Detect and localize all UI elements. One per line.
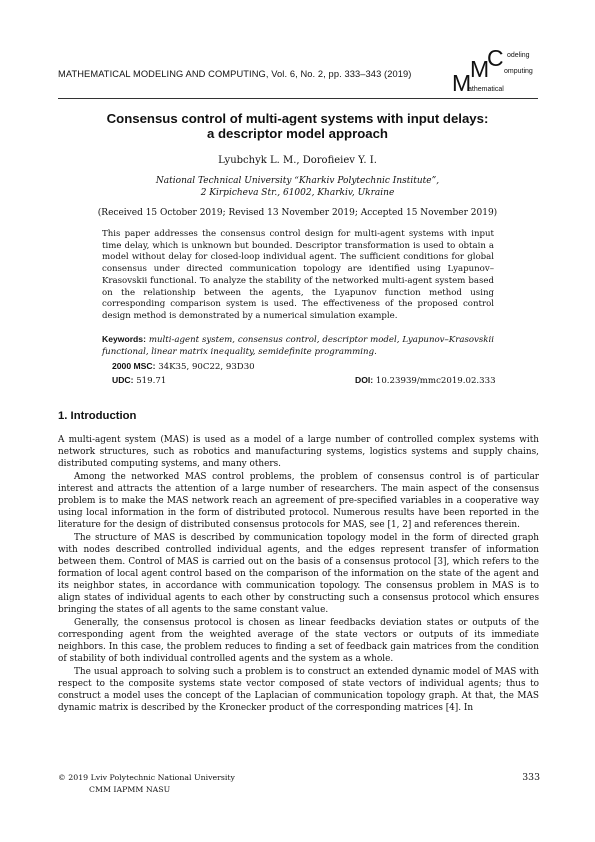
paragraph: Generally, the consensus protocol is chosen as linear feedbacks deviation states or outputs of the corresponding agent from the weighted average of the state vectors or outputs of its immediate neighbors. In this case, the problem reduces to finding a set of feedback gain matrices from the condition of stability of both individual controlled agents and the system as a whole. [58,618,539,664]
paper-title [40,111,555,141]
title-line-2: a descriptor model approach [206,126,388,141]
logo-letter-c: C [487,45,504,71]
paragraph: The structure of MAS is described by communication topology model in the form of directed graph with nodes described controlled individual agents, and the edges represent transfer of information between them. Control of MAS is carried out on the basis of a consensus protocol [3], which refers to the formation of local agent control based on the comparison of the information on the state of the agent and its neighbor states, in accordance with communication topology. The consensus problem in MAS is to align states of individual agents to each other by constructing such a consensus protocol which ensures bringing the states of all agents to the same constant value. [58,533,539,615]
keywords [102,334,494,358]
footer-copyright: © 2019 Lviv Polytechnic National University [58,773,235,782]
msc-label: 2000 MSC: [112,361,156,371]
doi-line[interactable] [355,375,496,386]
affiliation-line-1: National Technical University “Kharkiv Polytechnic Institute”, [155,176,440,186]
affiliation [40,175,555,199]
udc-label: UDC: [112,375,134,385]
affiliation-line-2: 2 Kirpicheva Str., 61002, Kharkiv, Ukraine [200,188,395,198]
section-heading: 1. Introduction [58,410,137,422]
udc-value: 519.71 [136,376,167,386]
footer-publisher: CMM IAPMM NASU [89,785,171,794]
title-line-1: Consensus control of multi-agent systems with input delays: [106,111,489,126]
section-body [58,434,539,715]
msc-value: 34K35, 90C22, 93D30 [158,362,255,372]
paragraph: A multi-agent system (MAS) is used as a model of a large number of controlled complex systems with network structures, such as robotics and manufacturing systems, logistics systems and supply chains, distributed computing systems, and many others. [58,435,539,469]
logo-text-bot: athematical [468,86,504,93]
msc-line [112,361,255,372]
paragraph: Among the networked MAS control problems, the problem of consensus control is of particular interest and attracts the attention of a large number of researchers. The main aspect of the consensus problem is to make the MAS network reach an agreement of pre-specified variables in a cooperative way using local information in the form of distributed protocol. Numerous results have been reported in the literature for the design of distributed consensus protocols for MAS, see [1, 2] and references therein. [58,472,539,530]
udc-line [112,375,166,386]
journal-logo [452,44,542,100]
logo-text-top: odeling [507,52,530,59]
received-dates: (Received 15 October 2019; Revised 13 November 2019; Accepted 15 November 2019) [97,208,498,218]
logo-text-mid: omputing [504,68,533,75]
keywords-value: multi-agent system, consensus control, descriptor model, Lyapunov–Krasovskii functional, linear matrix inequality, semidefinite programming. [102,335,495,357]
keywords-label: Keywords: [102,334,146,344]
logo-letter-m1: M [452,70,472,96]
authors: Lyubchyk L. M., Dorofieiev Y. I. [218,155,377,166]
abstract: This paper addresses the consensus control design for multi-agent systems with input time delay, which is unknown but bounded. Descriptor transformation is used to obtain a model without delay for closed-loop individual agent. The sufficient conditions for global consensus under directed communication topology are identified using Lyapunov–Krasovskii functional. To analyze the stability of the networked multi-agent system based on the relationship between the agents, the Lyapunov function method using corresponding comparison system is used. The effectiveness of the proposed control design method is demonstrated by a numerical simulation example. [102,229,494,321]
page-number: 333 [522,772,540,783]
logo-letter-m2: M [470,56,490,82]
journal-header: MATHEMATICAL MODELING AND COMPUTING, Vol. 6, No. 2, pp. 333–343 (2019) [58,69,412,79]
paragraph: The usual approach to solving such a problem is to construct an extended dynamic model of MAS with respect to the composite systems state vector composed of state vectors of individual agents; thus to construct a model uses the concept of the Laplacian of communication topology graph. At that, the MAS dynamic matrix is described by the Kronecker product of the corresponding matrices [4]. In [58,667,539,713]
doi-label: DOI: [355,375,374,385]
doi-value[interactable]: 10.23939/mmc2019.02.333 [375,376,496,386]
header-rule [58,98,538,99]
